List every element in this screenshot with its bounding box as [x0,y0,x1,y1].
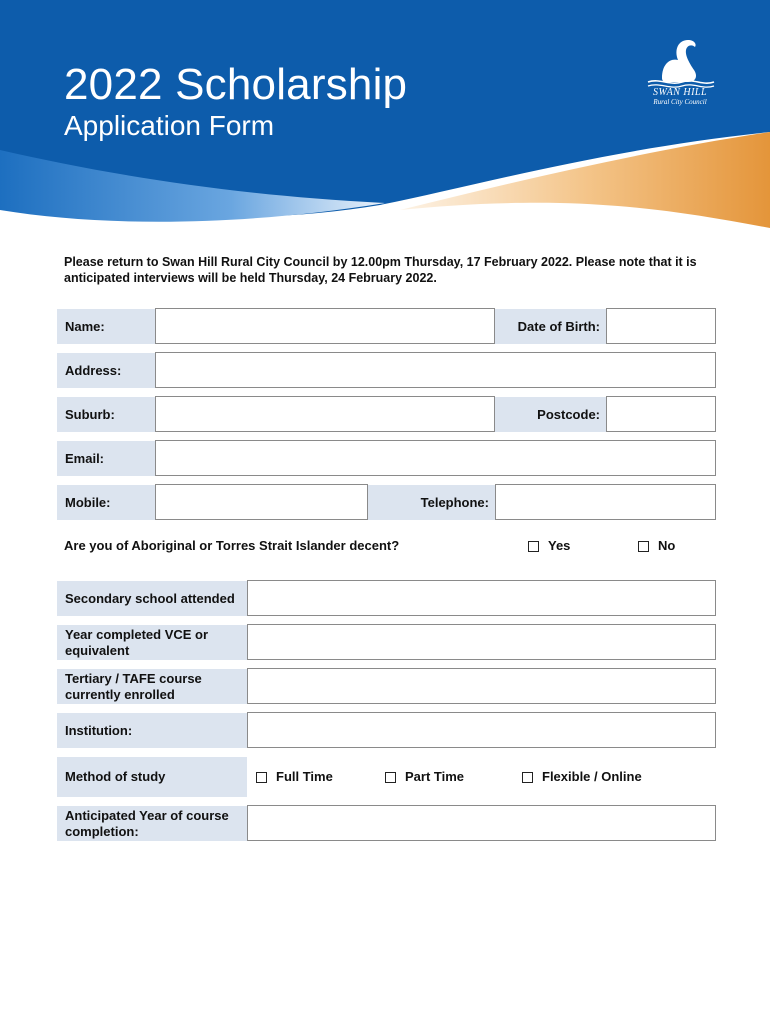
completion-year-field[interactable] [247,805,716,841]
checkbox-icon[interactable] [522,772,533,783]
postcode-label: Postcode: [495,397,606,432]
checkbox-icon[interactable] [528,541,539,552]
intro-text: Please return to Swan Hill Rural City Council by 12.00pm Thursday, 17 February 2022. Please note that it is anticipated interviews will be held Thursday, 24 February 2022. [64,255,697,285]
logo-name: SWAN HILL [652,87,708,98]
mobile-field[interactable] [155,484,368,520]
method-of-study-label: Method of study [57,757,247,797]
logo-subtitle: Rural City Council [653,98,707,106]
swan-icon [640,36,720,88]
name-field[interactable] [155,308,495,344]
council-logo [640,36,720,108]
page-subtitle: Application Form [64,110,275,141]
part-time-label: Part Time [405,769,465,784]
telephone-label: Telephone: [368,485,495,520]
page-title: 2022 Scholarship [64,60,408,109]
address-label: Address: [57,353,155,388]
dob-label: Date of Birth: [495,309,606,344]
tertiary-course-label: Tertiary / TAFE course currently enrolled [57,669,247,704]
aboriginal-yes-option[interactable] [528,538,570,554]
part-time-option[interactable] [385,769,464,785]
email-field[interactable] [155,440,716,476]
full-time-option[interactable] [256,769,333,785]
suburb-field[interactable] [155,396,495,432]
checkbox-icon[interactable] [638,541,649,552]
dob-field[interactable] [606,308,716,344]
aboriginal-no-option[interactable] [638,538,675,554]
institution-field[interactable] [247,712,716,748]
checkbox-icon[interactable] [256,772,267,783]
aboriginal-no-label: No [658,538,676,553]
vce-year-label: Year completed VCE or equivalent [57,625,247,660]
secondary-school-field[interactable] [247,580,716,616]
postcode-field[interactable] [606,396,716,432]
mobile-label: Mobile: [57,485,155,520]
tertiary-course-field[interactable] [247,668,716,704]
secondary-school-label: Secondary school attended [57,581,247,616]
vce-year-field[interactable] [247,624,716,660]
flexible-online-option[interactable] [522,769,642,785]
flexible-online-label: Flexible / Online [542,769,642,784]
suburb-label: Suburb: [57,397,155,432]
header-banner [0,0,770,240]
completion-year-label: Anticipated Year of course completion: [57,806,247,841]
aboriginal-yes-label: Yes [548,538,571,553]
name-label: Name: [57,309,155,344]
address-field[interactable] [155,352,716,388]
telephone-field[interactable] [495,484,716,520]
checkbox-icon[interactable] [385,772,396,783]
email-label: Email: [57,441,155,476]
full-time-label: Full Time [276,769,333,784]
aboriginal-question: Are you of Aboriginal or Torres Strait Islander decent? [64,538,400,553]
institution-label: Institution: [57,713,247,748]
